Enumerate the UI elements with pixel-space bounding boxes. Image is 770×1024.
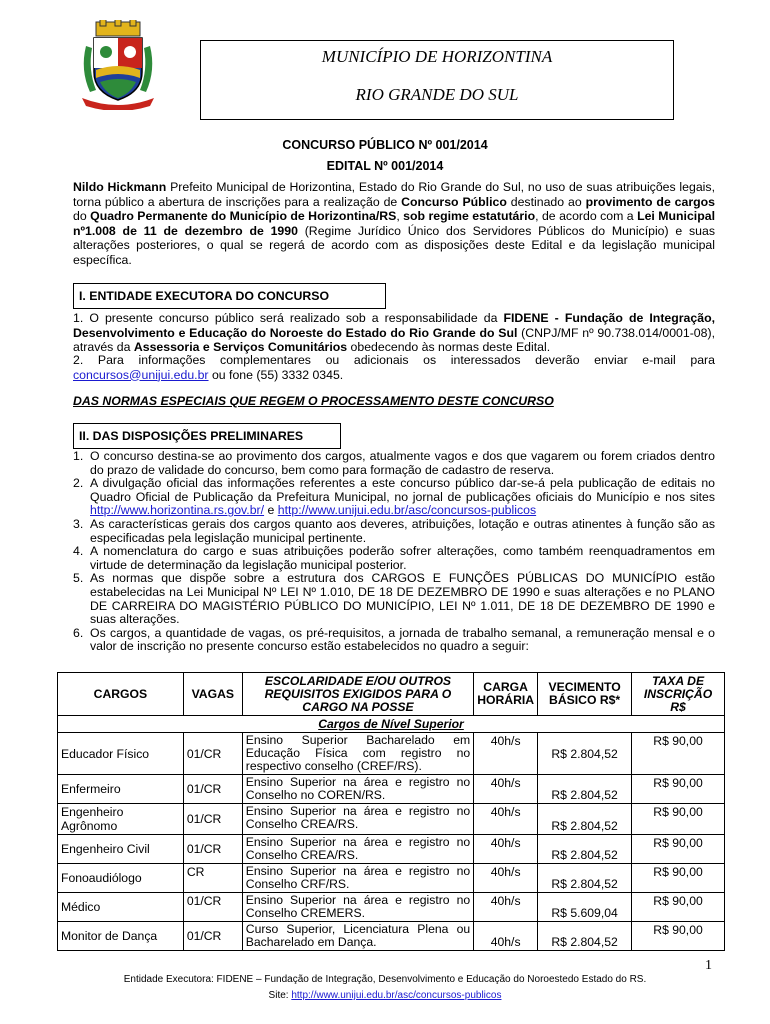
table-row: Enfermeiro 01/CR Ensino Superior na área e registro no Conselho no COREN/RS. 40h/s R$ 2.804,52 R$ 90,00 [58,775,725,804]
col-header-escolaridade: ESCOLARIDADE E/OU OUTROS REQUISITOS EXIGIDOS PARA O CARGO NA POSSE [242,673,473,716]
col-header-carga: CARGA HORÁRIA [474,673,538,716]
contact-email-link[interactable]: concursos@unijui.edu.br [73,367,209,382]
section2-list [73,450,715,654]
state-name: RIO GRANDE DO SUL [355,85,519,104]
table-subheader-row [58,716,725,733]
table-row: Monitor de Dança 01/CR Curso Superior, Licenciatura Plena ou Bacharelado em Dança. 40h/s R$ 2.804,52 R$ 90,00 [58,922,725,951]
section1-heading: I. ENTIDADE EXECUTORA DO CONCURSO [73,283,386,309]
table-row: Médico 01/CR Ensino Superior na área e registro no Conselho CREMERS. 40h/s R$ 5.609,04 R$ 90,00 [58,893,725,922]
municipality-name: MUNICÍPIO DE HORIZONTINA [321,47,553,66]
col-header-vagas: VAGAS [183,673,242,716]
intro-paragraph: Nildo Hickmann Prefeito Municipal de Horizontina, Estado do Rio Grande do Sul, no uso de suas atribuições legais, torna público a abertura de inscrições para a realização de Concurso Público destinado ao provimento de cargos do Quadro Permanente do Município de Horizontina/RS, sob regime estatutário, de acordo com a Lei Municipal nº1.008 de 11 de dezembro de 1990 (Regime Jurídico Único dos Servidores Públicos do Município) e suas alterações posteriores, o qual se regerá de acordo com as disposições deste Edital e da legislação municipal específica. [73,180,716,267]
subheader-nivel-superior: Cargos de Nível Superior [58,716,725,733]
table-row: Engenheiro Agrônomo 01/CR Ensino Superior na área e registro no Conselho CREA/RS. 40h/s R$ 2.804,52 R$ 90,00 [58,804,725,835]
table-row: Engenheiro Civil 01/CR Ensino Superior na área e registro no Conselho CREA/RS. 40h/s R$ 2.804,52 R$ 90,00 [58,835,725,864]
list-item: 3. As características gerais dos cargos quanto aos deveres, atribuições, lotação e outras atinentes à função são as especificadas pela legislação municipal pertinente. [73,516,715,545]
col-header-vencimento: VECIMENTO BÁSICO R$* [538,673,632,716]
table-header-row [58,673,725,716]
cargos-table [57,672,725,951]
list-item: 1. O concurso destina-se ao provimento dos cargos, atualmente vagos e dos que vagarem ou forem criados dentro do prazo de validade do concurso, bem como para formação de cadastro de reserva. [73,449,715,477]
col-header-taxa: TAXA DE INSCRIÇÃO R$ [632,673,725,716]
list-item: 6. Os cargos, a quantidade de vagas, os pré-requisitos, a jornada de trabalho semanal, a remuneração mensal e o valor de inscrição no presente concurso estão estabelecidos no quadro a seguir: [73,625,715,654]
municipal-crest-logo [78,20,158,110]
list-item: 2. A divulgação oficial das informações referentes a este concurso público dar-se-á pela publicação de editais no Quadro Oficial de Publicação da Prefeitura Municipal, no jornal de publicações oficiais do Município e nos sites http://www.horizontina.rs.gov.br/ e http://www.unijui.edu.br/asc/concursos-publicos [73,476,715,518]
footer-site-line: Site: http://www.unijui.edu.br/asc/concursos-publicos [268,990,502,1001]
horizontina-site-link[interactable]: http://www.horizontina.rs.gov.br/ [90,503,265,518]
section1-paragraph2: 2. Para informações complementares ou adicionais os interessados deverão enviar e-mail para concursos@unijui.edu.br ou fone (55) 3332 0345. [73,353,715,382]
section1-paragraph1: 1. O presente concurso público será realizado sob a responsabilidade da FIDENE - Fundação de Integração, Desenvolvimento e Educação do Noroeste do Estado do Rio Grande do Sul (CNPJ/MF nº 90.738.014/0001-08), através da Assessoria e Serviços Comunitários obedecendo às normas deste Edital. [73,311,715,354]
col-header-cargos: CARGOS [58,673,184,716]
list-item: 5. As normas que dispõe sobre a estrutura dos CARGOS E FUNÇÕES PÚBLICAS DO MUNICÍPIO estão estabelecidas na Lei Municipal Nº LEI Nº 1.010, DE 18 DE DEZEMBRO DE 1990 e suas alterações e no PLANO DE CARREIRA DO MAGISTÉRIO PÚBLICO DO MUNICÍPIO, LEI Nº 1.011, DE 18 DE DEZEMBRO DE 1990 e suas alterações. [73,571,715,627]
municipality-title-box [200,40,674,120]
section2-heading: II. DAS DISPOSIÇÕES PRELIMINARES [73,423,341,449]
concurso-title: CONCURSO PÚBLICO Nº 001/2014 [282,138,488,152]
table-row: Educador Físico 01/CR Ensino Superior Bacharelado em Educação Física com registro no respectivo conselho (CREF/RS). 40h/s R$ 2.804,52 R$ 90,00 [58,733,725,775]
edital-title: EDITAL Nº 001/2014 [326,159,444,173]
page-number: 1 [705,958,712,973]
unijui-concursos-link[interactable]: http://www.unijui.edu.br/asc/concursos-publicos [277,503,537,518]
normas-heading: DAS NORMAS ESPECIAIS QUE REGEM O PROCESSAMENTO DESTE CONCURSO [73,394,554,408]
table-row: Fonoaudiólogo CR Ensino Superior na área e registro no Conselho CRF/RS. 40h/s R$ 2.804,52 R$ 90,00 [58,864,725,893]
list-item: 4. A nomenclatura do cargo e suas atribuições poderão sofrer alterações, como também reenquadramentos em virtude de determinação da legislação municipal posterior. [73,544,715,572]
footer-site-link[interactable]: http://www.unijui.edu.br/asc/concursos-publicos [291,990,502,1001]
footer-entity-line: Entidade Executora: FIDENE – Fundação de Integração, Desenvolvimento e Educação do Noroestedo Estado do RS. [123,974,647,985]
